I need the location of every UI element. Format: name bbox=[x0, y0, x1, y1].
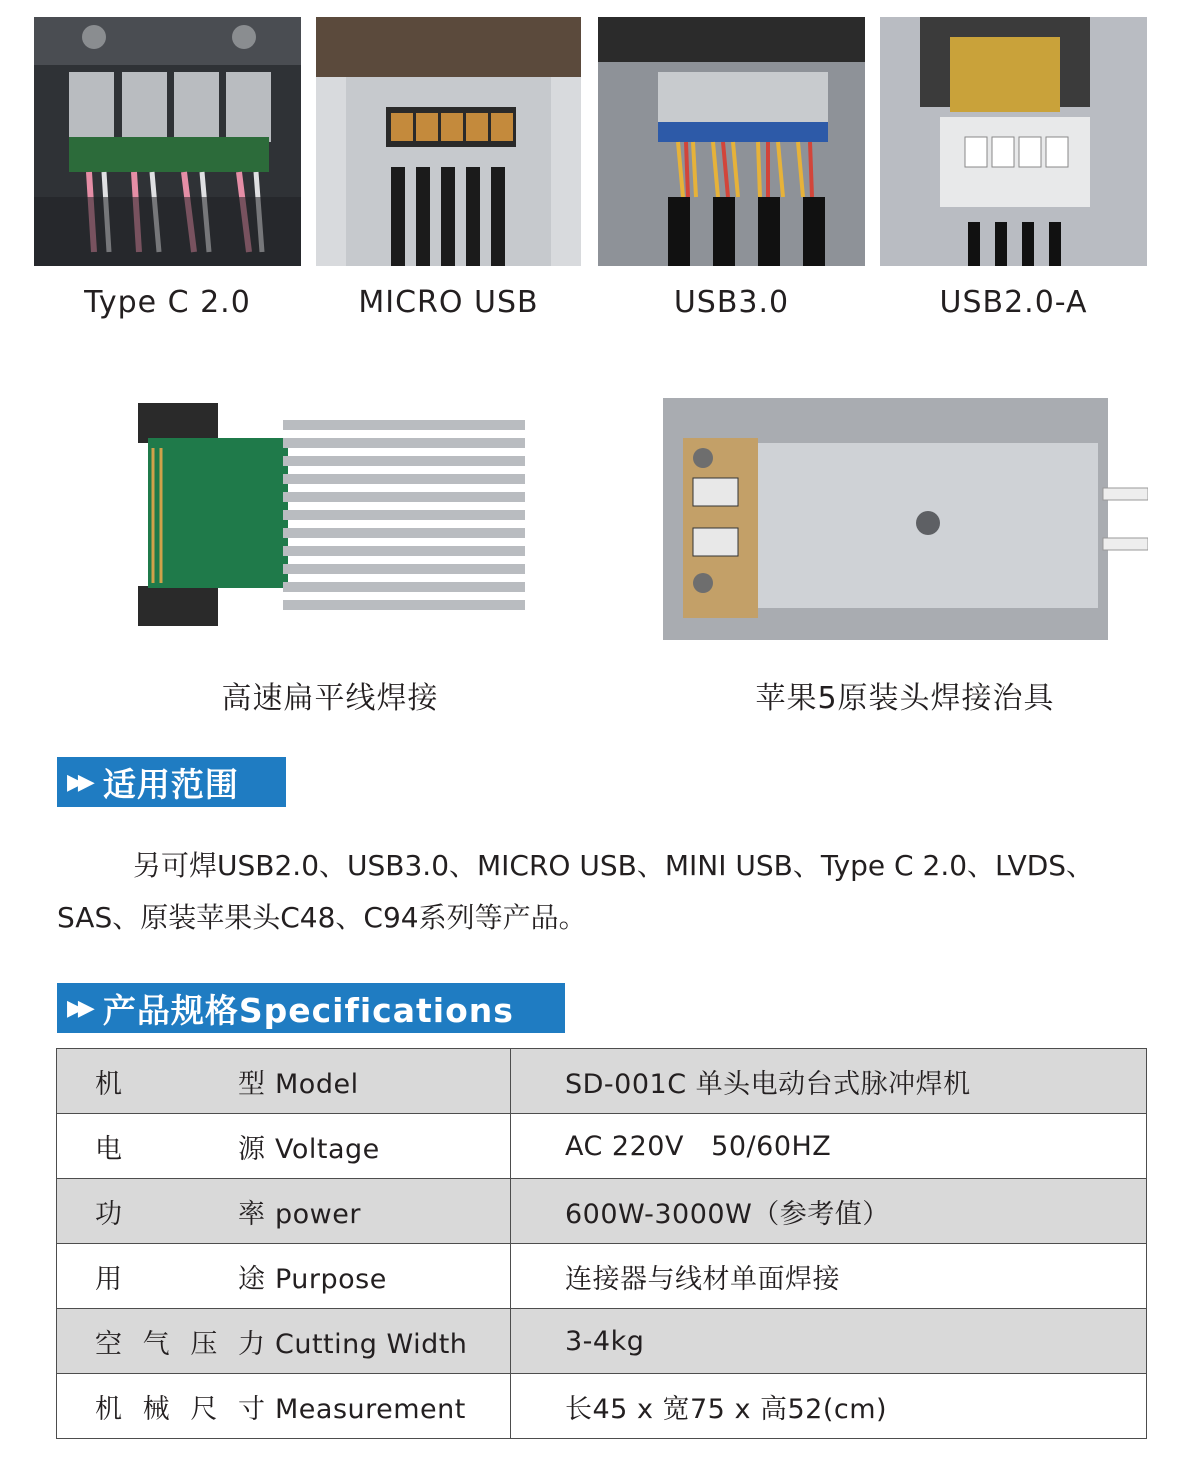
spec-value: 连接器与线材单面焊接 bbox=[511, 1244, 1147, 1309]
caption-flat-cable: 高速扁平线焊接 bbox=[221, 681, 439, 716]
spec-label-cn: 机械尺寸 bbox=[95, 1393, 265, 1425]
spec-value: AC 220V 50/60HZ bbox=[511, 1114, 1147, 1179]
double-chevron-icon: ▶▶ bbox=[67, 995, 89, 1021]
spec-label-en: power bbox=[275, 1198, 361, 1230]
spec-value: 长45 x 宽75 x 高52(cm) bbox=[511, 1374, 1147, 1439]
spec-label-cn: 机型 bbox=[95, 1068, 265, 1100]
spec-label-cn: 功率 bbox=[95, 1198, 265, 1230]
spec-value: SD-001C 单头电动台式脉冲焊机 bbox=[511, 1049, 1147, 1114]
table-row bbox=[57, 1114, 1147, 1179]
micro-usb-photo bbox=[316, 17, 581, 266]
caption-apple-fixture: 苹果5原装头焊接治具 bbox=[755, 681, 1055, 716]
spec-label-en: Measurement bbox=[275, 1393, 466, 1425]
usb3-photo bbox=[598, 17, 865, 266]
spec-label-cn: 电源 bbox=[95, 1133, 265, 1165]
spec-value: 600W-3000W（参考值） bbox=[511, 1179, 1147, 1244]
apple-fixture-photo bbox=[663, 398, 1148, 640]
table-row bbox=[57, 1049, 1147, 1114]
caption-typec: Type C 2.0 bbox=[84, 285, 251, 320]
double-chevron-icon: ▶▶ bbox=[67, 769, 89, 795]
caption-micro-usb: MICRO USB bbox=[358, 285, 539, 320]
scope-text-block bbox=[57, 840, 1137, 944]
scope-heading-bar bbox=[57, 757, 286, 807]
spec-label-cn: 用途 bbox=[95, 1263, 265, 1295]
specs-heading-bar bbox=[57, 983, 565, 1033]
table-row bbox=[57, 1244, 1147, 1309]
spec-table bbox=[56, 1048, 1147, 1439]
spec-label-en: Voltage bbox=[275, 1133, 380, 1165]
spec-value: 3-4kg bbox=[511, 1309, 1147, 1374]
scope-text: 另可焊USB2.0、USB3.0、MICRO USB、MINI USB、Type C 2.0、LVDS、SAS、原装苹果头C48、C94系列等产品。 bbox=[57, 849, 1095, 934]
caption-usb3: USB3.0 bbox=[673, 285, 790, 320]
scope-heading: 适用范围 bbox=[102, 764, 239, 804]
spec-label-en: Purpose bbox=[275, 1263, 387, 1295]
specs-heading: 产品规格Specifications bbox=[102, 990, 514, 1030]
table-row bbox=[57, 1309, 1147, 1374]
spec-label-en: Cutting Width bbox=[275, 1328, 468, 1360]
usb2a-photo bbox=[880, 17, 1147, 266]
table-row bbox=[57, 1179, 1147, 1244]
flat-cable-photo bbox=[133, 398, 525, 630]
caption-usb2a: USB2.0-A bbox=[939, 285, 1088, 320]
spec-label-cn: 空气压力 bbox=[95, 1328, 265, 1360]
spec-label-en: Model bbox=[275, 1068, 359, 1100]
table-row bbox=[57, 1374, 1147, 1439]
typec-photo bbox=[34, 17, 301, 266]
